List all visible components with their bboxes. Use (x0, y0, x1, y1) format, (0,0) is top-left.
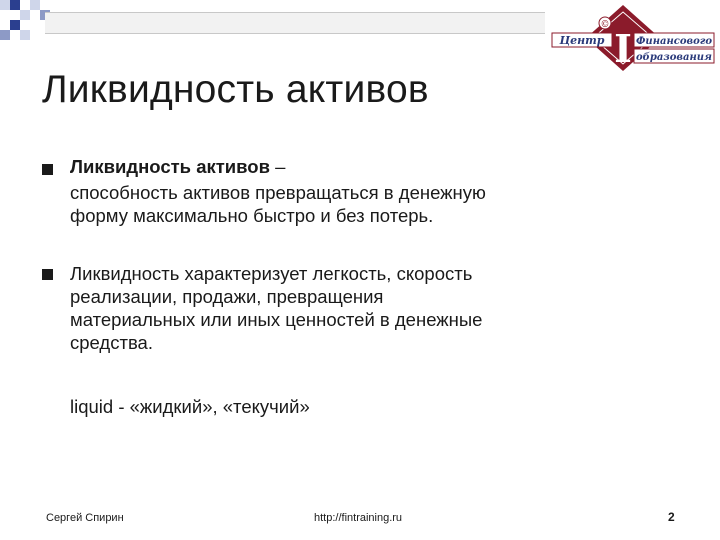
logo-word-finance: Финансового (635, 36, 713, 47)
logo-word-center: Центр (559, 34, 605, 47)
bullet-2-line-2: реализации, продажи, превращения (70, 286, 384, 307)
page-number: 2 (668, 510, 675, 524)
bullet-2-line-4: средства. (70, 332, 153, 353)
header-rule (45, 12, 545, 34)
etymology-note: liquid - «жидкий», «текучий» (70, 396, 310, 417)
term-dash: – (269, 156, 286, 177)
logo (548, 2, 718, 78)
logo-letter: I (614, 26, 632, 71)
bullet-marker (42, 269, 53, 280)
bullet-2-line-3: материальных или иных ценностей в денежные (70, 309, 483, 330)
logo-word-education: образования (636, 52, 712, 63)
copyright-mark: © (600, 20, 610, 30)
bullet-1-line-1 (70, 157, 285, 177)
bullet-1-line-3: форму максимально быстро и без потерь. (70, 205, 434, 226)
bullet-marker (42, 164, 53, 175)
footer-url[interactable]: http://fintraining.ru (314, 512, 403, 524)
bullet-1-line-2: способность активов превращаться в денежную (70, 182, 486, 203)
bullet-2-line-1: Ликвидность характеризует легкость, скорость (70, 263, 473, 284)
footer-author: Сергей Спирин (46, 512, 124, 524)
term-bold: Ликвидность активов (70, 156, 270, 177)
slide-title: Ликвидность активов (42, 68, 429, 111)
